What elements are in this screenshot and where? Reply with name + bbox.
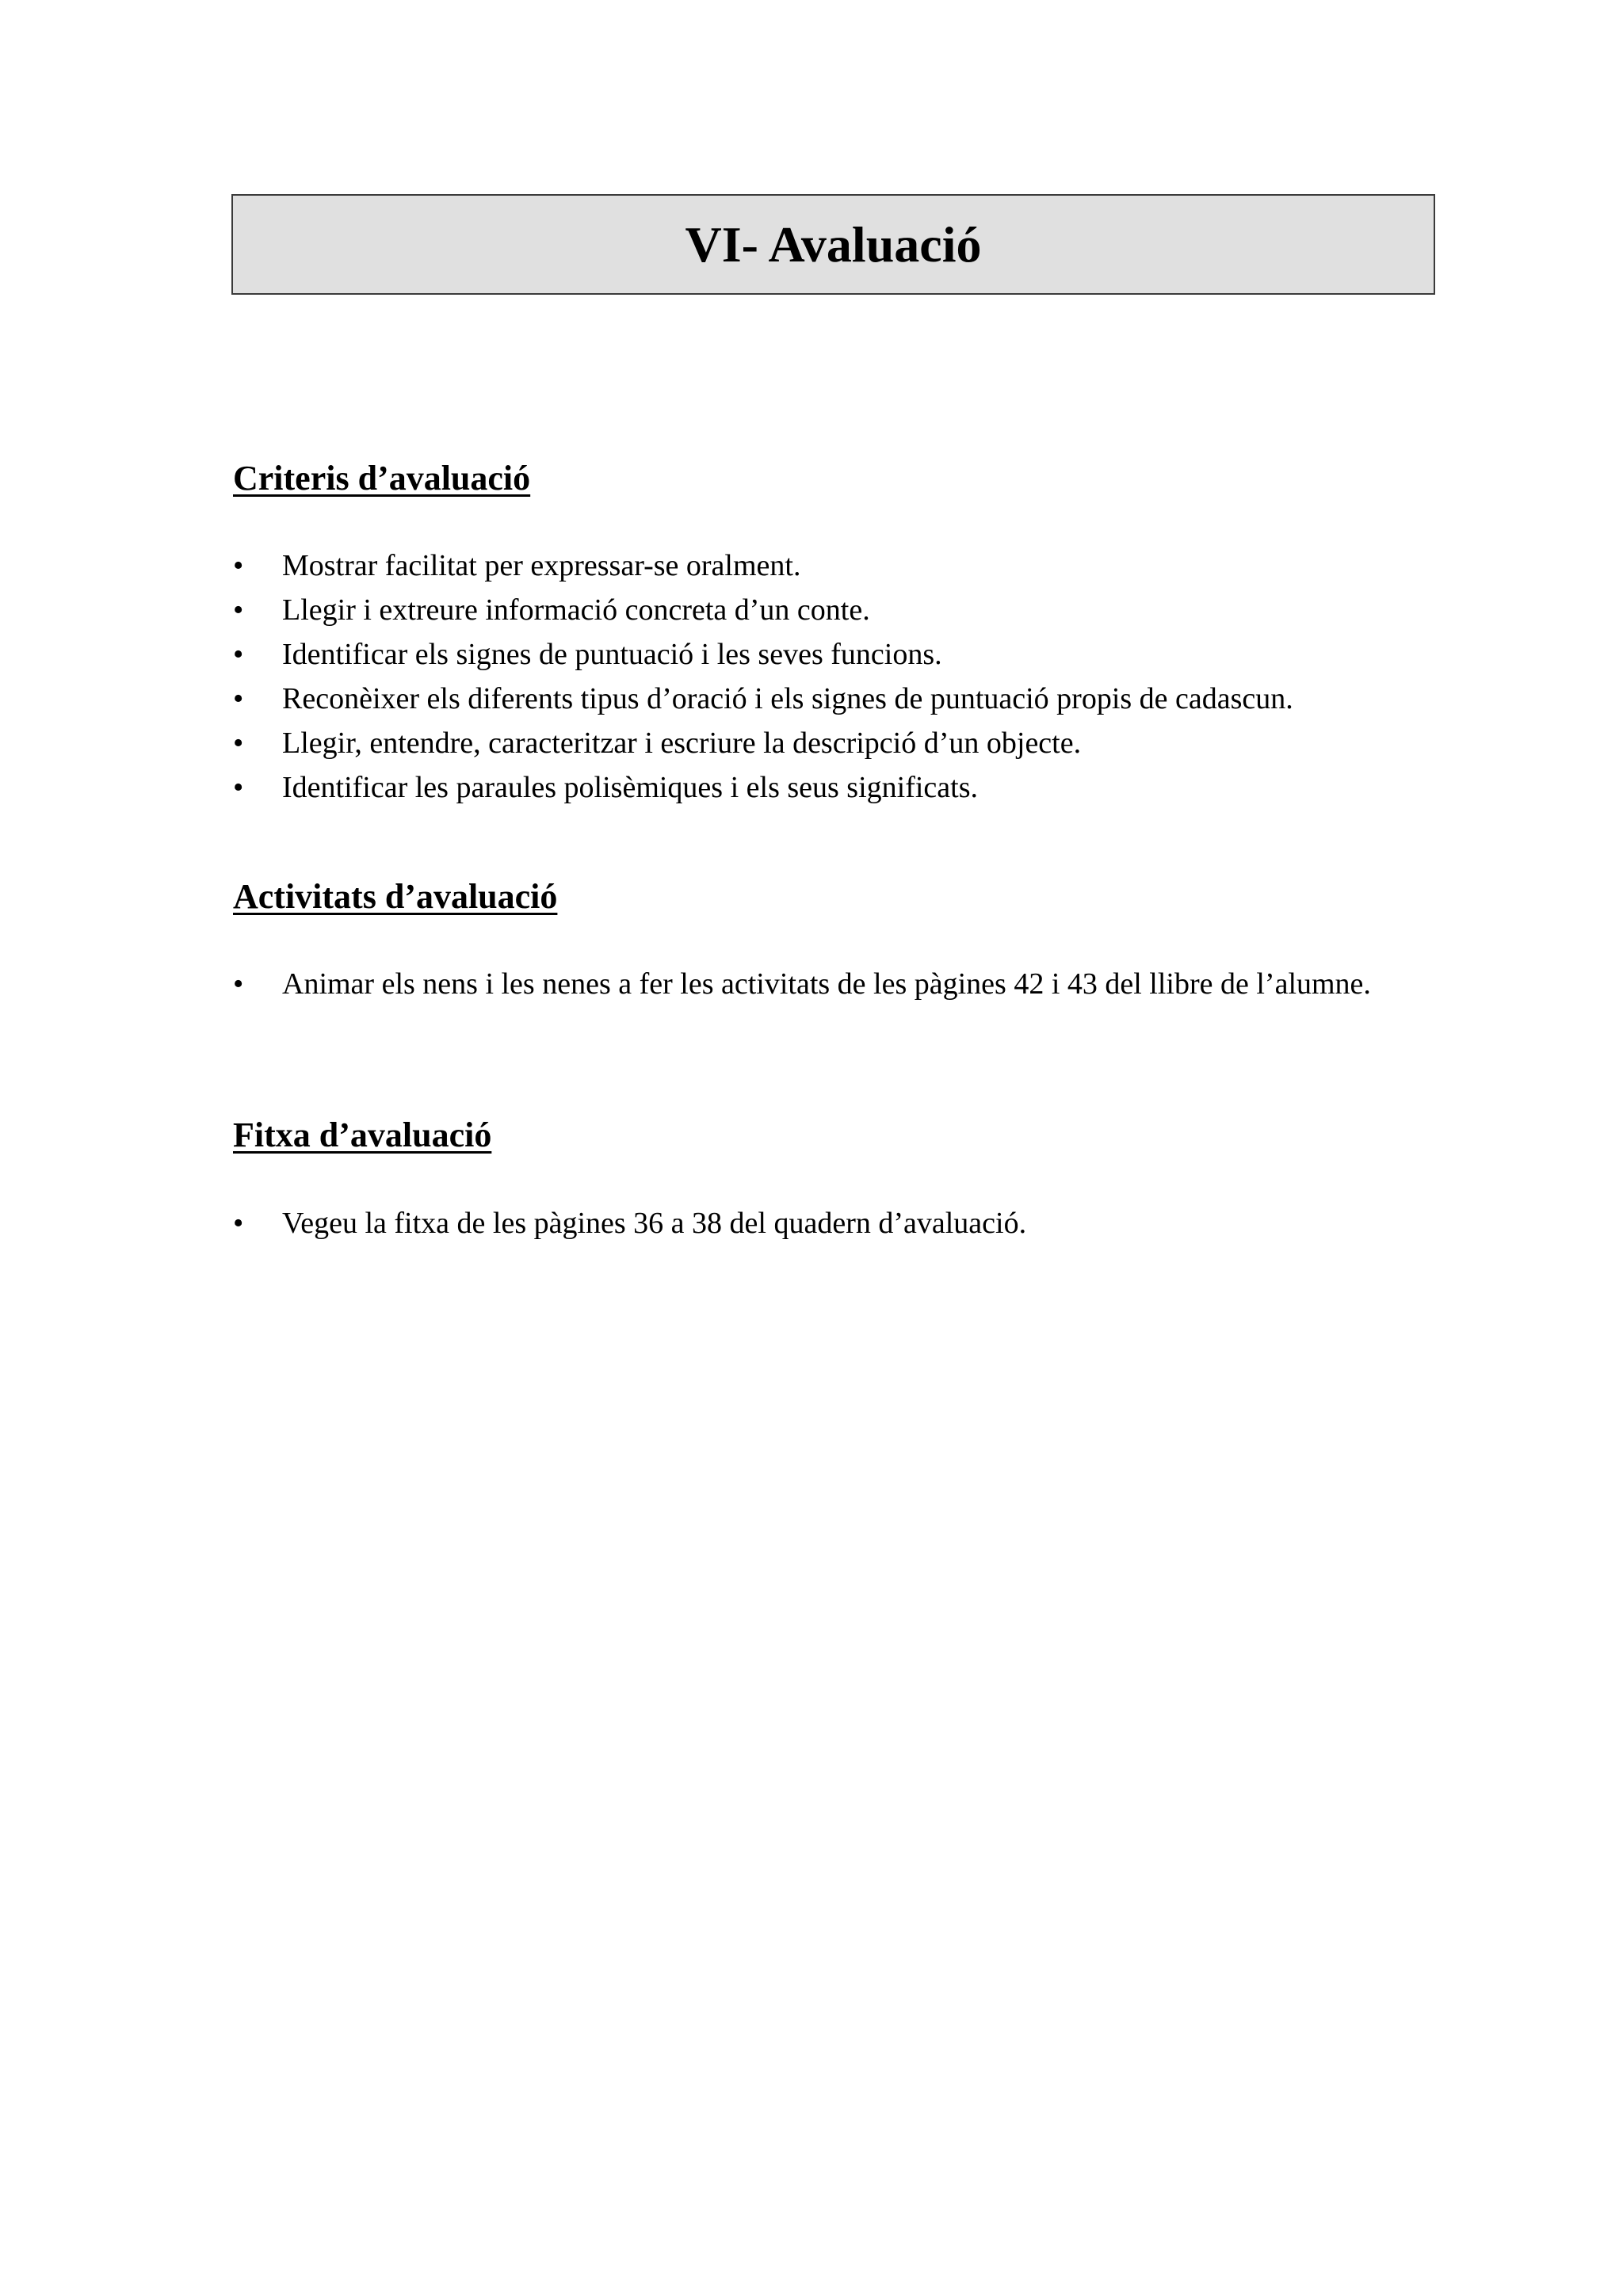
bullet-icon: • [233, 727, 244, 760]
activitats-list [233, 964, 1395, 1005]
section-heading-criteris: Criteris d’avaluació [233, 459, 531, 498]
list-item-text: Animar els nens i les nenes a fer les activitats de les pàgines 42 i 43 del llibre de l’alumne. [282, 967, 1371, 1001]
list-item [233, 588, 1395, 632]
list-item [233, 632, 1395, 677]
list-item [233, 765, 1395, 810]
bullet-icon: • [233, 771, 244, 804]
list-item-text: Vegeu la fitxa de les pàgines 36 a 38 del quadern d’avaluació. [282, 1207, 1027, 1240]
list-item [233, 721, 1395, 765]
bullet-icon: • [233, 593, 244, 627]
bullet-icon: • [233, 682, 244, 715]
list-item-text: Reconèixer els diferents tipus d’oració i els signes de puntuació propis de cadascun. [282, 682, 1293, 715]
list-item-text: Identificar les paraules polisèmiques i els seus significats. [282, 771, 978, 804]
bullet-icon: • [233, 1207, 244, 1240]
list-item [233, 1201, 1395, 1245]
list-item [233, 677, 1395, 721]
bullet-icon: • [233, 638, 244, 671]
bullet-icon: • [233, 549, 244, 582]
list-item-text: Mostrar facilitat per expressar-se oralment. [282, 549, 801, 582]
list-item-text: Identificar els signes de puntuació i les seves funcions. [282, 638, 942, 671]
list-item [233, 964, 1395, 1005]
fitxa-list [233, 1201, 1395, 1245]
bullet-icon: • [233, 967, 244, 1001]
criteris-list [233, 543, 1395, 810]
section-heading-fitxa: Fitxa d’avaluació [233, 1116, 492, 1154]
list-item-text: Llegir, entendre, caracteritzar i escriure la descripció d’un objecte. [282, 727, 1082, 760]
title-box [231, 194, 1435, 295]
page-title: VI- Avaluació [685, 215, 982, 273]
section-heading-activitats: Activitats d’avaluació [233, 877, 558, 916]
list-item [233, 543, 1395, 588]
list-item-text: Llegir i extreure informació concreta d’un conte. [282, 593, 870, 627]
